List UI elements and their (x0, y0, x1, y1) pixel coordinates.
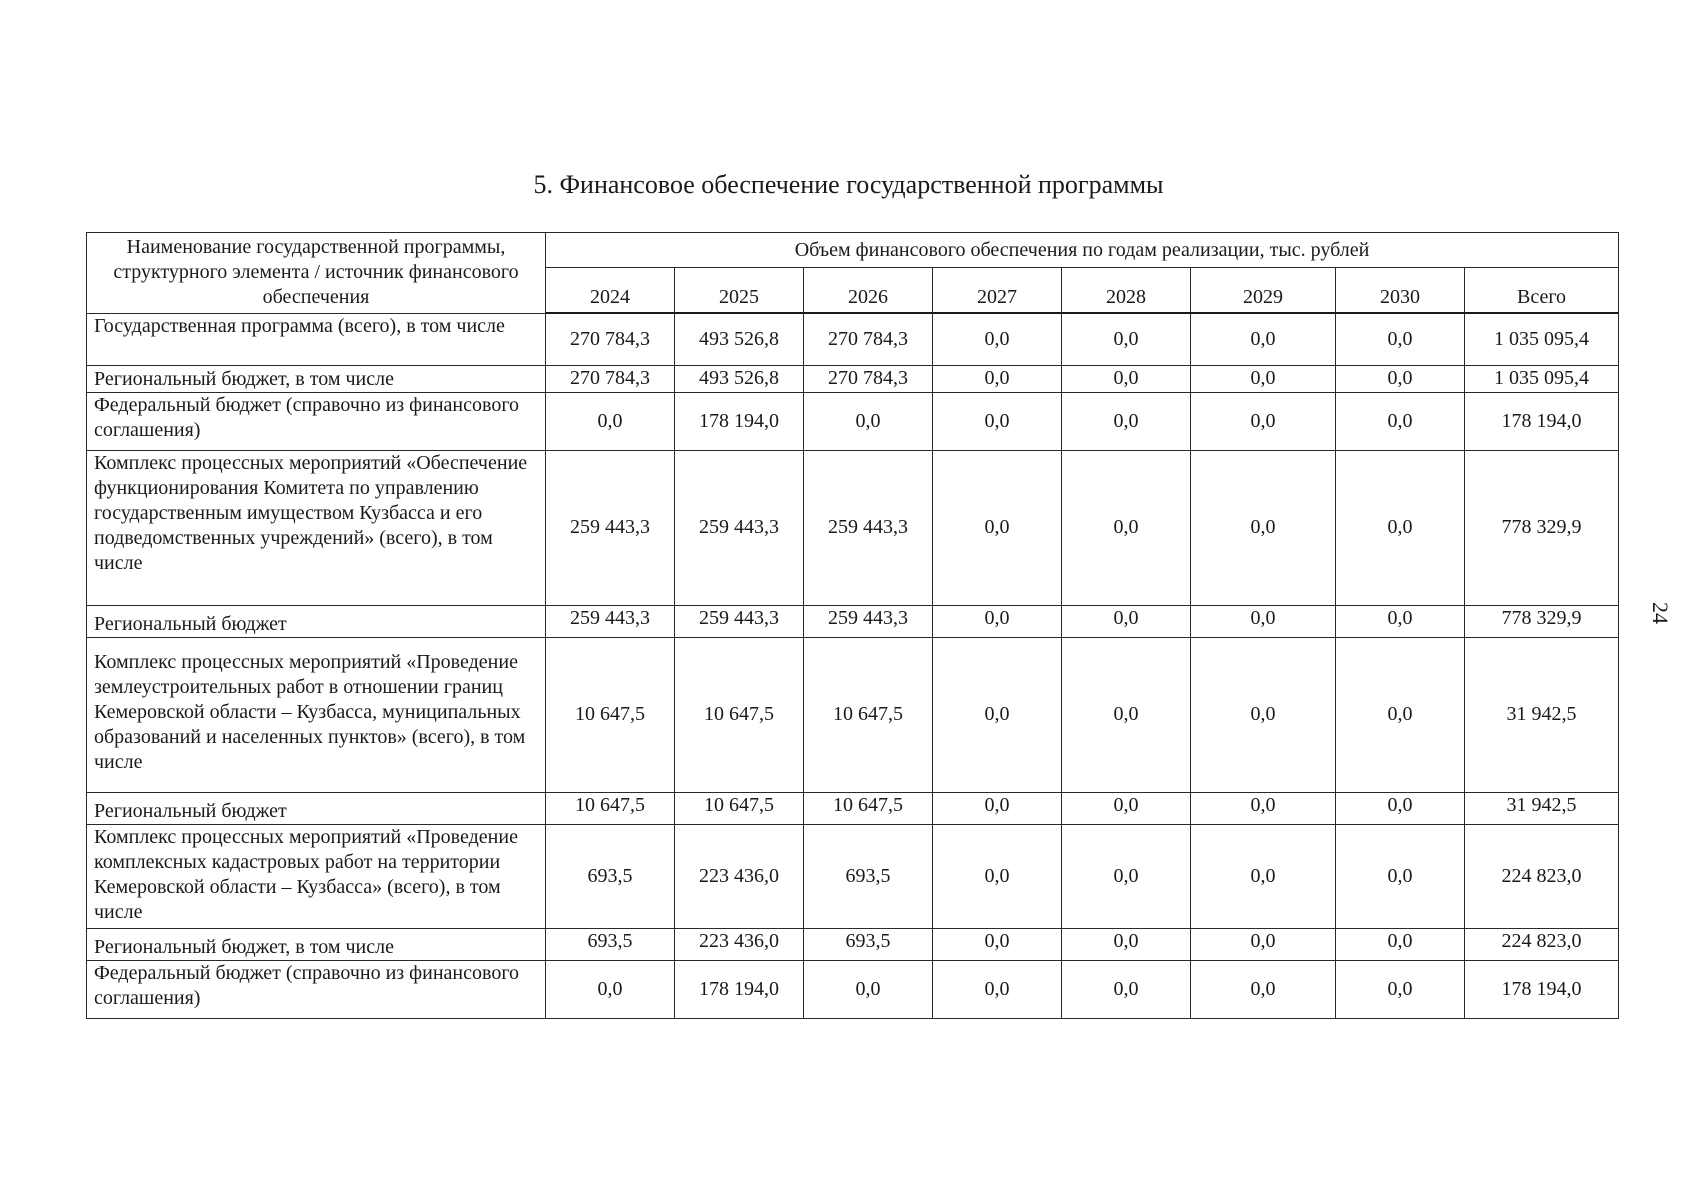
row-total: 1 035 095,4 (1465, 365, 1619, 392)
row-value: 0,0 (1336, 392, 1465, 450)
row-name: Комплекс процессных мероприятий «Проведение комплексных кадастровых работ на территории Кемеровской области – Кузбасса» (всего), в том числе (87, 824, 546, 928)
row-value: 0,0 (1336, 313, 1465, 365)
row-value: 10 647,5 (804, 792, 933, 824)
table-row (87, 960, 1619, 1018)
year-header: 2028 (1062, 268, 1191, 314)
row-total: 224 823,0 (1465, 824, 1619, 928)
row-total: 178 194,0 (1465, 392, 1619, 450)
row-value: 178 194,0 (675, 960, 804, 1018)
year-header: 2026 (804, 268, 933, 314)
page-number: 24 (1648, 602, 1673, 624)
row-value: 0,0 (933, 824, 1062, 928)
row-value: 223 436,0 (675, 824, 804, 928)
year-header: 2024 (546, 268, 675, 314)
row-total: 224 823,0 (1465, 928, 1619, 960)
row-value: 10 647,5 (546, 637, 675, 792)
row-value: 259 443,3 (546, 605, 675, 637)
year-header: 2027 (933, 268, 1062, 314)
row-value: 0,0 (933, 313, 1062, 365)
row-value: 0,0 (1062, 928, 1191, 960)
row-name: Федеральный бюджет (справочно из финансового соглашения) (87, 392, 546, 450)
row-value: 259 443,3 (804, 605, 933, 637)
row-value: 0,0 (1062, 392, 1191, 450)
table-row (87, 928, 1619, 960)
row-value: 223 436,0 (675, 928, 804, 960)
table-row (87, 637, 1619, 792)
row-name: Государственная программа (всего), в том числе (87, 313, 546, 365)
row-value: 270 784,3 (546, 365, 675, 392)
row-value: 0,0 (1336, 450, 1465, 605)
row-value: 259 443,3 (546, 450, 675, 605)
row-value: 693,5 (804, 824, 933, 928)
row-name: Комплекс процессных мероприятий «Проведение землеустроительных работ в отношении границ Кемеровской области – Кузбасса, муниципальных образований и населенных пунктов» (всего), в том числе (87, 637, 546, 792)
row-value: 0,0 (933, 392, 1062, 450)
total-header: Всего (1465, 268, 1619, 314)
row-value: 0,0 (933, 365, 1062, 392)
row-value: 693,5 (546, 928, 675, 960)
row-value: 0,0 (546, 392, 675, 450)
year-header: 2029 (1191, 268, 1336, 314)
row-value: 0,0 (933, 637, 1062, 792)
row-name: Региональный бюджет (87, 605, 546, 637)
row-value: 178 194,0 (675, 392, 804, 450)
row-value: 0,0 (1191, 313, 1336, 365)
row-value: 0,0 (933, 605, 1062, 637)
table-row (87, 313, 1619, 365)
row-value: 0,0 (1336, 960, 1465, 1018)
table-row (87, 392, 1619, 450)
row-value: 493 526,8 (675, 365, 804, 392)
year-header: 2025 (675, 268, 804, 314)
row-value: 0,0 (1062, 792, 1191, 824)
row-value: 0,0 (933, 928, 1062, 960)
row-value: 0,0 (546, 960, 675, 1018)
row-value: 0,0 (1191, 392, 1336, 450)
row-name: Комплекс процессных мероприятий «Обеспечение функционирования Комитета по управлению государственным имуществом Кузбасса и его подведомственных учреждений» (всего), в том числе (87, 450, 546, 605)
row-value: 0,0 (1336, 637, 1465, 792)
row-value: 0,0 (1062, 960, 1191, 1018)
page-title: 5. Финансовое обеспечение государственной программы (533, 170, 1164, 199)
row-value: 0,0 (1191, 824, 1336, 928)
row-value: 0,0 (1062, 605, 1191, 637)
row-value: 0,0 (804, 392, 933, 450)
row-total: 778 329,9 (1465, 605, 1619, 637)
row-value: 0,0 (1336, 605, 1465, 637)
row-value: 0,0 (1336, 824, 1465, 928)
row-value: 10 647,5 (546, 792, 675, 824)
name-column-header: Наименование государственной программы, структурного элемента / источник финансового обеспечения (87, 233, 546, 314)
row-total: 178 194,0 (1465, 960, 1619, 1018)
row-value: 0,0 (1191, 928, 1336, 960)
row-value: 0,0 (1336, 365, 1465, 392)
row-value: 0,0 (1336, 928, 1465, 960)
row-value: 10 647,5 (675, 792, 804, 824)
row-value: 0,0 (1062, 824, 1191, 928)
row-value: 0,0 (1062, 365, 1191, 392)
row-name: Региональный бюджет, в том числе (87, 365, 546, 392)
row-value: 0,0 (1191, 605, 1336, 637)
row-value: 10 647,5 (804, 637, 933, 792)
row-value: 693,5 (546, 824, 675, 928)
row-total: 31 942,5 (1465, 792, 1619, 824)
row-name: Региональный бюджет, в том числе (87, 928, 546, 960)
row-value: 0,0 (804, 960, 933, 1018)
year-header: 2030 (1336, 268, 1465, 314)
row-value: 0,0 (933, 960, 1062, 1018)
row-value: 693,5 (804, 928, 933, 960)
row-total: 31 942,5 (1465, 637, 1619, 792)
funding-volume-header: Объем финансового обеспечения по годам реализации, тыс. рублей (546, 233, 1619, 268)
row-value: 0,0 (1336, 792, 1465, 824)
row-value: 10 647,5 (675, 637, 804, 792)
row-value: 270 784,3 (546, 313, 675, 365)
table-row (87, 792, 1619, 824)
financing-table (86, 232, 1619, 1019)
row-value: 0,0 (1191, 450, 1336, 605)
row-name: Федеральный бюджет (справочно из финансового соглашения) (87, 960, 546, 1018)
row-total: 778 329,9 (1465, 450, 1619, 605)
row-value: 259 443,3 (675, 605, 804, 637)
row-value: 0,0 (933, 792, 1062, 824)
row-value: 0,0 (1191, 637, 1336, 792)
row-value: 259 443,3 (675, 450, 804, 605)
row-total: 1 035 095,4 (1465, 313, 1619, 365)
row-value: 0,0 (1062, 450, 1191, 605)
row-value: 0,0 (1191, 792, 1336, 824)
table-row (87, 365, 1619, 392)
row-value: 493 526,8 (675, 313, 804, 365)
row-value: 0,0 (1062, 637, 1191, 792)
row-value: 0,0 (1191, 365, 1336, 392)
table-row (87, 450, 1619, 605)
table-row (87, 824, 1619, 928)
table-row (87, 605, 1619, 637)
row-value: 0,0 (933, 450, 1062, 605)
row-value: 259 443,3 (804, 450, 933, 605)
row-value: 0,0 (1191, 960, 1336, 1018)
row-value: 0,0 (1062, 313, 1191, 365)
row-value: 270 784,3 (804, 365, 933, 392)
row-value: 270 784,3 (804, 313, 933, 365)
row-name: Региональный бюджет (87, 792, 546, 824)
